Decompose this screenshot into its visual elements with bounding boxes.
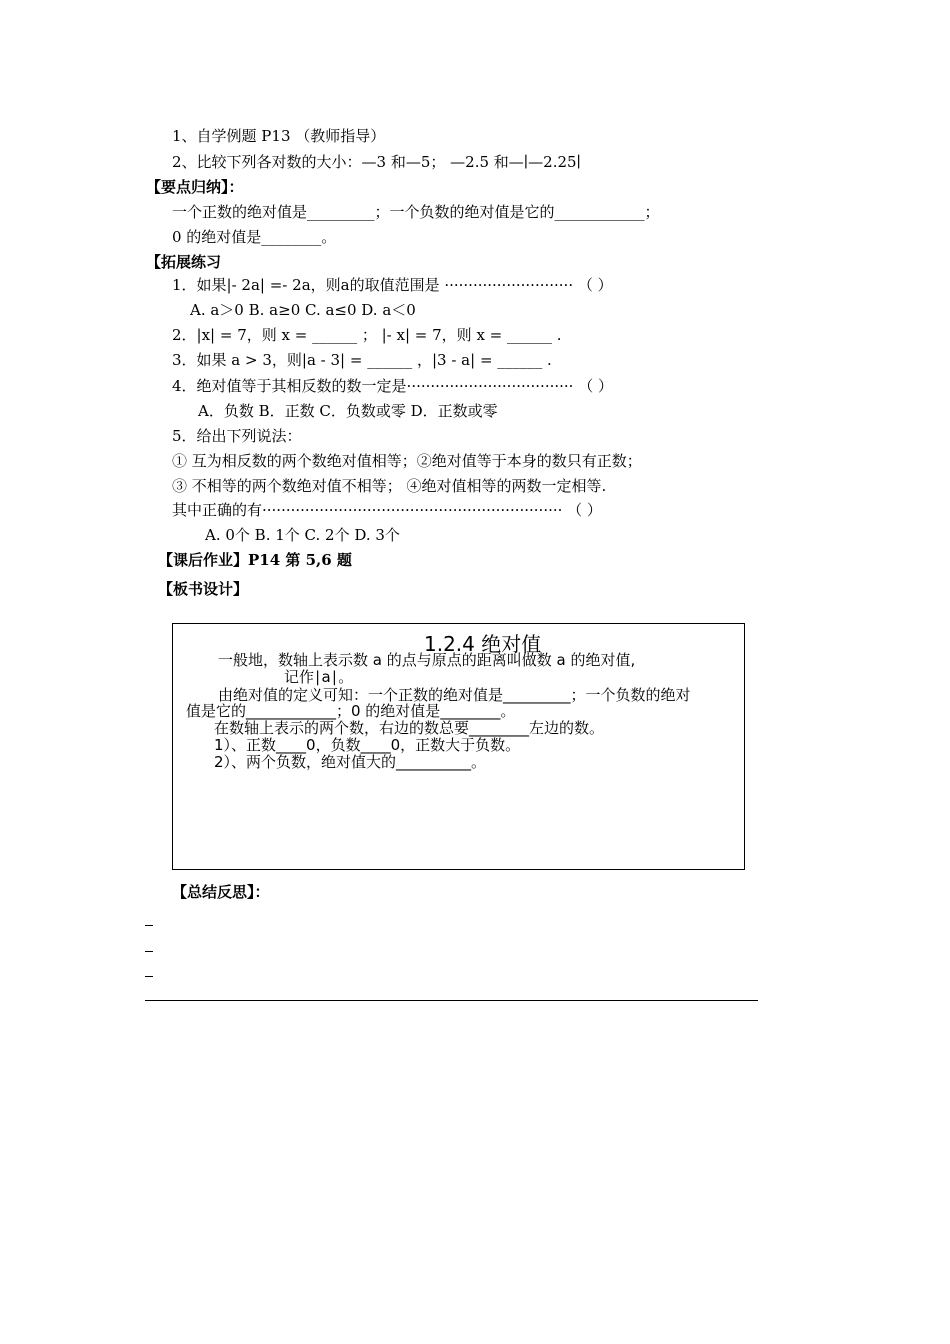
blank-dash-1 [145, 925, 153, 926]
board-line-6: 1）、正数____0，负数____0，正数大于负数。 [214, 736, 521, 754]
board-line-4: 值是它的____________；0 的绝对值是________。 [186, 702, 516, 720]
question-5: 5．给出下列说法： [172, 427, 302, 445]
question-1: 1．如果|- 2a| =- 2a，则a的取值范围是 ··························· （ ） [172, 276, 613, 294]
board-title: 1.2.4 绝对值 [424, 632, 542, 656]
question-5-options: A. 0个 B. 1个 C. 2个 D. 3个 [205, 526, 400, 544]
key-point-line-2: 0 的绝对值是________。 [172, 228, 337, 246]
blank-dash-2 [145, 951, 153, 952]
bottom-rule [145, 1000, 758, 1001]
heading-summary: 【总结反思】： [172, 883, 270, 901]
blank-dash-3 [145, 976, 153, 977]
board-line-3: 由绝对值的定义可知：一个正数的绝对值是_________；一个负数的绝对 [218, 686, 691, 704]
key-point-line-1: 一个正数的绝对值是_________；一个负数的绝对值是它的____________； [172, 203, 660, 221]
item-compare: 2、比较下列各对数的大小：—3 和—5； —2.5 和—∣—2.25∣ [172, 153, 581, 171]
question-5-statements-1: ① 互为相反数的两个数绝对值相等；②绝对值等于本身的数只有正数； [172, 452, 642, 470]
question-2: 2．|x| = 7，则 x = ______ ； |- x| = 7，则 x = ______ . [172, 326, 562, 344]
item-self-study: 1、自学例题 P13 （教师指导） [172, 127, 386, 145]
question-4-options: A．负数 B．正数 C．负数或零 D．正数或零 [198, 402, 498, 420]
board-line-7: 2）、两个负数，绝对值大的__________。 [214, 753, 487, 771]
question-5-statements-2: ③ 不相等的两个数绝对值不相等； ④绝对值相等的两数一定相等. [172, 477, 607, 495]
board-line-5: 在数轴上表示的两个数，右边的数总要________左边的数。 [214, 719, 605, 737]
question-4: 4．绝对值等于其相反数的数一定是··································· （ ） [172, 377, 613, 395]
board-line-1: 一般地，数轴上表示数 a 的点与原点的距离叫做数 a 的绝对值, [218, 651, 636, 669]
question-3: 3．如果 a > 3，则|a - 3| = ______ ，|3 - a| = ______ . [172, 351, 552, 369]
question-1-options: A. a＞0 B. a≥0 C. a≤0 D. a＜0 [190, 301, 416, 319]
question-5-prompt: 其中正确的有······························································· （ ） [172, 501, 602, 519]
heading-key-points: 【要点归纳】： [146, 178, 244, 196]
heading-extension-practice: 【拓展练习 [146, 253, 222, 271]
heading-homework: 【课后作业】P14 第 5,6 题 [158, 551, 352, 569]
heading-board-design: 【板书设计】 [158, 580, 249, 598]
board-line-2: 记作∣a∣。 [284, 668, 354, 686]
